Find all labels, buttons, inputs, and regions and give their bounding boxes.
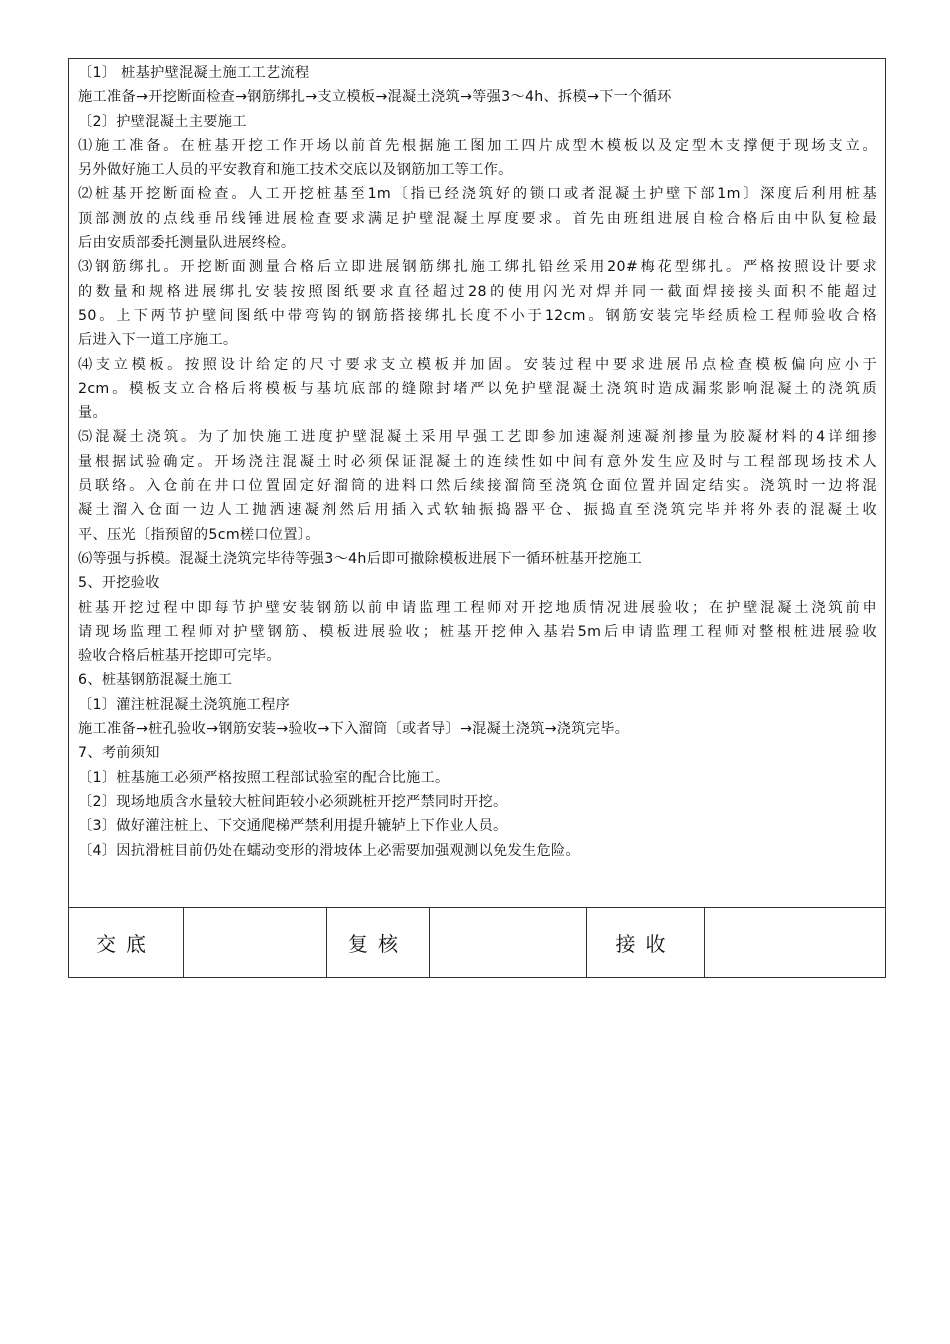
handover-label: 交底 (96, 932, 156, 956)
text-line: 的数量和规格进展绑扎安装按照图纸要求直径超过28的使用闪光对焊并同一截面焊接接头面积不能超过 (78, 283, 877, 300)
text-line: 请现场监理工程师对护壁钢筋、模板进展验收；桩基开挖伸入基岩5m后申请监理工程师对整根桩进展验收 (78, 623, 877, 640)
text-line: 〔2〕护壁混凝土主要施工 (78, 113, 247, 130)
text-line: 施工准备→开挖断面检查→钢筋绑扎→支立模板→混凝土浇筑→等强3～4h、拆模→下一个循环 (78, 89, 672, 106)
handover-label-cell (69, 908, 184, 977)
handover-signature-field[interactable] (184, 908, 327, 977)
text-line: ⑷支立模板。按照设计给定的尺寸要求支立模板并加固。安装过程中要求进展吊点检查模板偏向应小于 (78, 356, 877, 373)
text-line: 后进入下一道工序施工。 (78, 332, 238, 349)
signature-row (69, 907, 885, 977)
text-line: ⑹等强与拆模。混凝土浇筑完毕待等强3～4h后即可撤除模板进展下一循环桩基开挖施工 (78, 550, 642, 567)
text-line: 另外做好施工人员的平安教育和施工技术交底以及钢筋加工等工作。 (78, 162, 513, 179)
text-line: 2cm。模板支立合格后将模板与基坑底部的缝隙封堵严以免护壁混凝土浇筑时造成漏浆影响混凝土的浇筑质 (78, 380, 877, 397)
text-line: 桩基开挖过程中即每节护壁安装钢筋以前申请监理工程师对开挖地质情况进展验收；在护壁混凝土浇筑前申 (78, 599, 877, 616)
text-line: 〔1〕灌注桩混凝土浇筑施工程序 (78, 696, 291, 713)
receive-label-cell (587, 908, 705, 977)
text-line: 〔1〕 桩基护壁混凝土施工工艺流程 (78, 65, 310, 81)
text-line: ⑵桩基开挖断面检查。人工开挖桩基至1m〔指已经浇筑好的锁口或者混凝土护壁下部1m〕深度后利用桩基 (78, 186, 877, 203)
text-line: 7、考前须知 (78, 745, 160, 762)
document-body (69, 59, 885, 907)
text-line: 〔1〕桩基施工必须严格按照工程部试验室的配合比施工。 (78, 769, 450, 786)
text-line: 量。 (78, 405, 107, 422)
text-line: 后由安质部委托测量队进展终检。 (78, 235, 296, 252)
receive-label: 接收 (615, 932, 676, 956)
review-label-cell (327, 908, 430, 977)
text-line: 验收合格后桩基开挖即可完毕。 (78, 648, 281, 665)
text-line: 〔2〕现场地质含水量较大桩间距较小必须跳桩开挖严禁同时开挖。 (78, 793, 508, 810)
text-line: 〔4〕因抗滑桩目前仍处在蠕动变形的滑坡体上必需要加强观测以免发生危险。 (78, 842, 580, 859)
text-line: ⑶钢筋绑扎。开挖断面测量合格后立即进展钢筋绑扎施工绑扎铅丝采用20#梅花型绑扎。严格按照设计要求 (78, 259, 877, 276)
text-line: ⑸混凝土浇筑。为了加快施工进度护壁混凝土采用早强工艺即参加速凝剂速凝剂掺量为胶凝材料的4详细掺 (78, 429, 877, 446)
document-table (68, 58, 886, 978)
review-signature-field[interactable] (430, 908, 587, 977)
text-line: 5、开挖验收 (78, 575, 160, 592)
text-line: 量根据试验确定。开场浇注混凝土时必须保证混凝土的连续性如中间有意外发生应及时与工程部现场技术人 (78, 453, 877, 470)
text-line: 6、桩基钢筋混凝土施工 (78, 672, 233, 689)
text-line: ⑴施工准备。在桩基开挖工作开场以前首先根据施工图加工四片成型木模板以及定型木支撑便于现场支立。 (78, 137, 877, 154)
text-line: 施工准备→桩孔验收→钢筋安装→验收→下入溜筒〔或者导〕→混凝土浇筑→浇筑完毕。 (78, 721, 630, 738)
review-label: 复核 (348, 932, 408, 956)
text-line: 〔3〕做好灌注桩上、下交通爬梯严禁利用提升辘轳上下作业人员。 (78, 818, 508, 835)
receive-signature-field[interactable] (705, 908, 885, 977)
text-line: 凝土溜入仓面一边人工抛洒速凝剂然后用插入式软轴振捣器平仓、振捣直至浇筑完毕并将外表的混凝土收 (78, 502, 877, 519)
text-line: 平、压光〔指预留的5cm槎口位置〕。 (78, 526, 320, 543)
text-line: 员联络。入仓前在井口位置固定好溜筒的进料口然后续接溜筒至浇筑仓面位置并固定结实。浇筑时一边将混 (78, 478, 877, 495)
text-line: 50。上下两节护壁间图纸中带弯钩的钢筋搭接绑扎长度不小于12cm。钢筋安装完毕经质检工程师验收合格 (78, 307, 877, 324)
text-line: 顶部测放的点线垂吊线锤进展检查要求满足护壁混凝土厚度要求。首先由班组进展自检合格后由中队复检最 (78, 210, 877, 227)
